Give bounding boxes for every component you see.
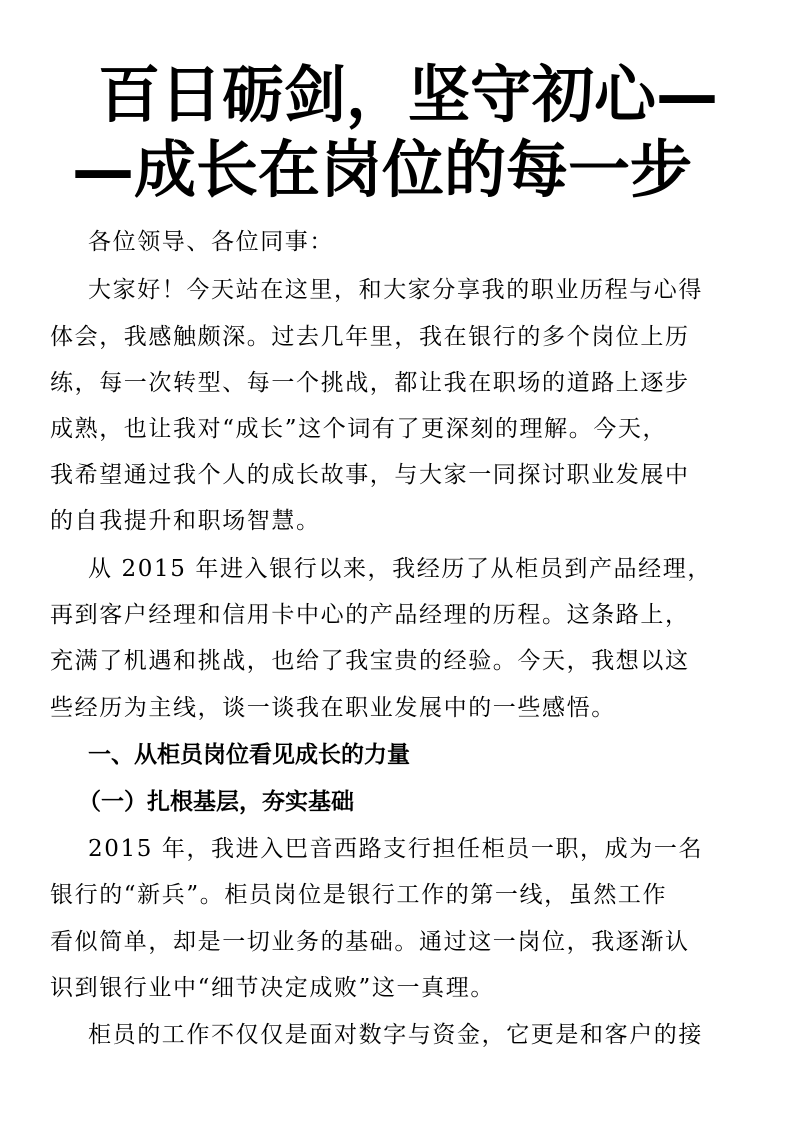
section-heading: 一、从柜员岗位看见成长的力量 xyxy=(88,742,410,768)
title-line-2: —成长在岗位的每一步 xyxy=(72,133,693,206)
paragraph-1-line: 的自我提升和职场智慧。 xyxy=(50,508,321,534)
paragraph-2-line: 从 2015 年进入银行以来，我经历了从柜员到产品经理， xyxy=(88,556,712,582)
paragraph-2-line: 充满了机遇和挑战，也给了我宝贵的经验。今天，我想以这 xyxy=(50,648,690,674)
paragraph-3-line: 银行的“新兵”。柜员岗位是银行工作的第一线，虽然工作 xyxy=(50,882,668,908)
paragraph-1-line: 我希望通过我个人的成长故事，与大家一同探讨职业发展中 xyxy=(50,462,690,488)
subsection-heading: （一）扎根基层，夯实基础 xyxy=(78,789,354,815)
paragraph-1-line: 体会，我感触颇深。过去几年里，我在银行的多个岗位上历 xyxy=(50,324,690,350)
paragraph-4-line: 柜员的工作不仅仅是面对数字与资金，它更是和客户的接 xyxy=(88,1022,703,1048)
paragraph-3-line: 看似简单，却是一切业务的基础。通过这一岗位，我逐渐认 xyxy=(50,929,690,955)
paragraph-1-line: 大家好！今天站在这里，和大家分享我的职业历程与心得 xyxy=(88,277,703,303)
paragraph-1-line: 练，每一次转型、每一个挑战，都让我在职场的道路上逐步 xyxy=(50,370,690,396)
paragraph-3-line: 2015 年，我进入巴音西路支行担任柜员一职，成为一名 xyxy=(88,836,704,862)
paragraph-1-line: 成熟，也让我对“成长”这个词有了更深刻的理解。今天， xyxy=(50,416,668,442)
greeting: 各位领导、各位同事： xyxy=(88,229,334,255)
paragraph-2-line: 再到客户经理和信用卡中心的产品经理的历程。这条路上， xyxy=(50,602,690,628)
paragraph-2-line: 些经历为主线，谈一谈我在职业发展中的一些感悟。 xyxy=(50,695,616,721)
paragraph-3-line: 识到银行业中“细节决定成败”这一真理。 xyxy=(50,975,495,1001)
title-line-1: 百日砺剑，坚守初心— xyxy=(98,58,719,131)
